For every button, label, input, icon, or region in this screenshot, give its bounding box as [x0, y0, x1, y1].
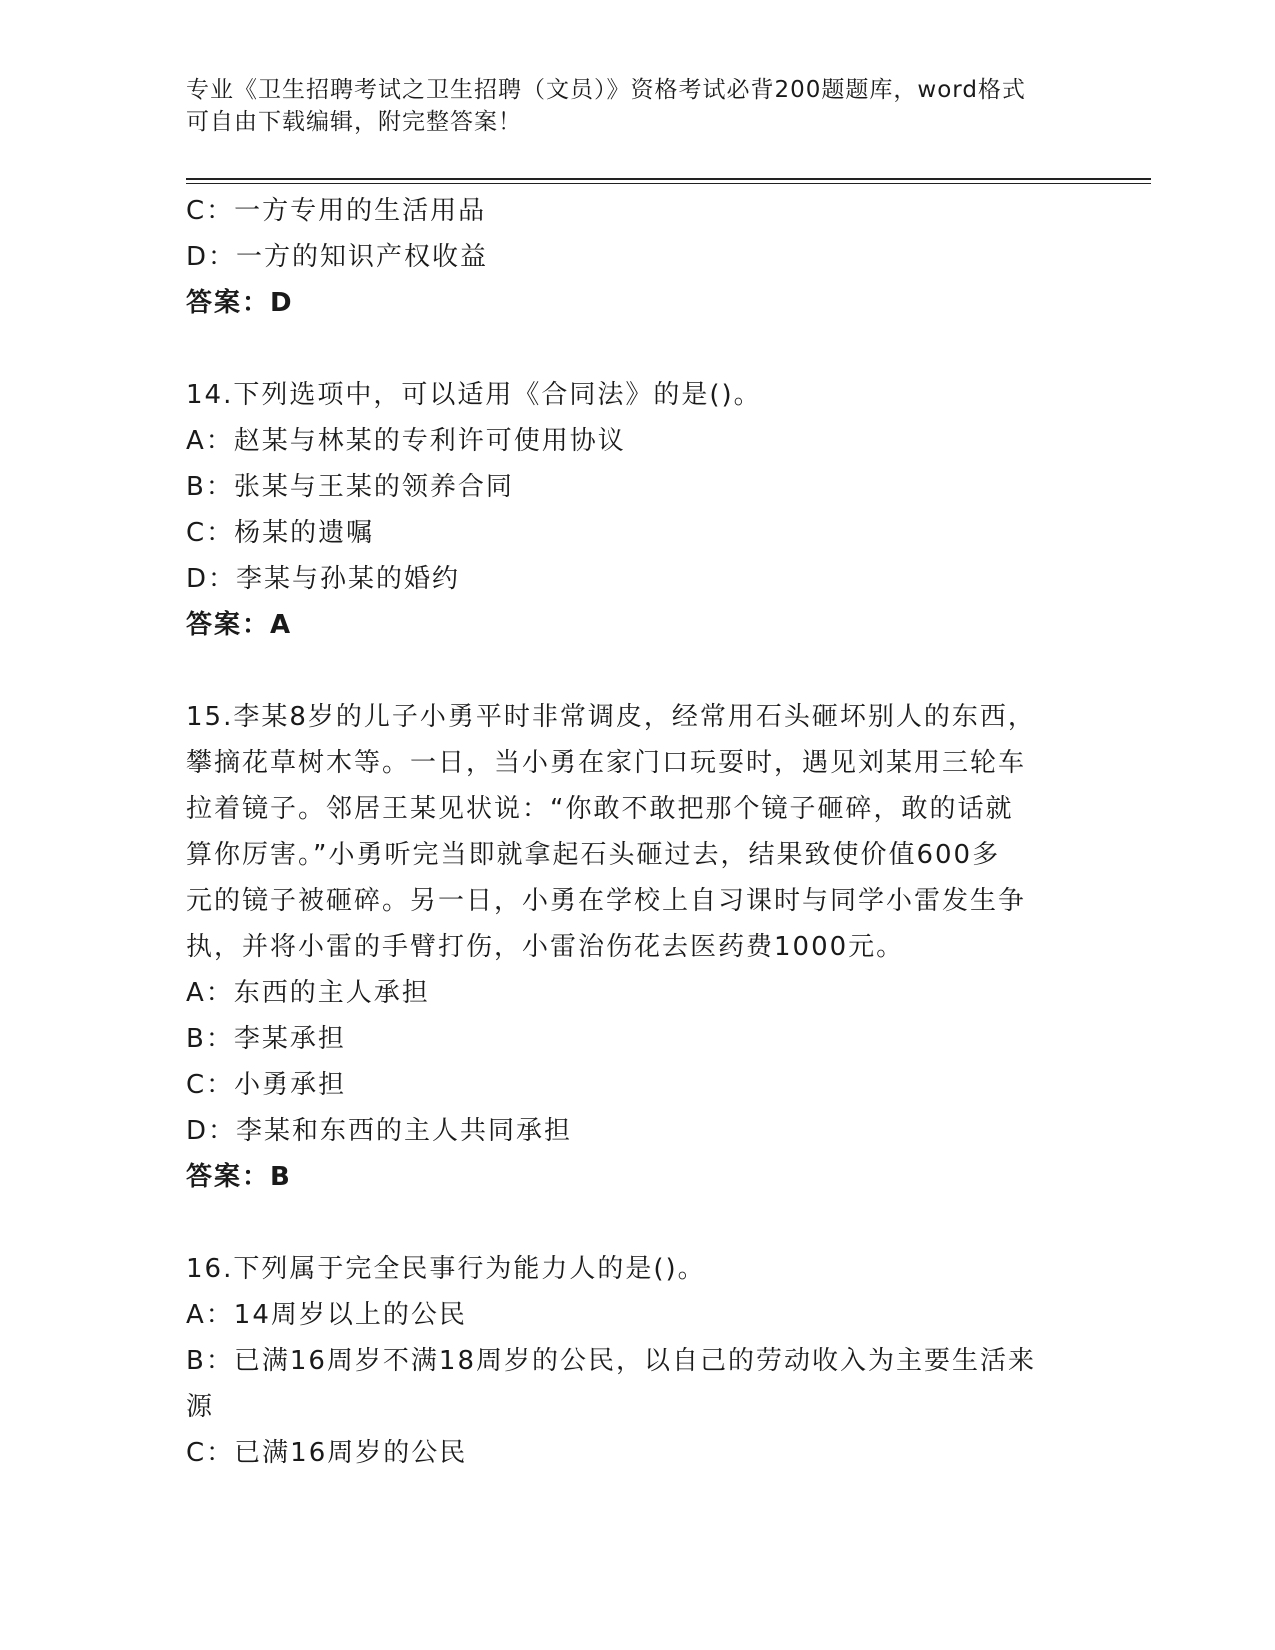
option-b-line-1: B：已满16周岁不满18周岁的公民，以自己的劳动收入为主要生活来: [186, 1346, 1037, 1376]
question-text: 14.下列选项中，可以适用《合同法》的是()。: [186, 380, 762, 410]
question-text-line-6: 执，并将小雷的手臂打伤，小雷治伤花去医药费1000元。: [186, 932, 905, 962]
question-text-line-5: 元的镜子被砸碎。另一日，小勇在学校上自习课时与同学小雷发生争: [186, 886, 1027, 916]
option-c: C：已满16周岁的公民: [186, 1438, 468, 1468]
answer: 答案：A: [186, 610, 293, 640]
option-a: A：赵某与林某的专利许可使用协议: [186, 426, 626, 456]
header-title-line-1: 专业《卫生招聘考试之卫生招聘（文员）》资格考试必背200题题库，word格式: [186, 77, 1026, 103]
option-c: C：一方专用的生活用品: [186, 196, 487, 226]
question-15: [186, 694, 1066, 1200]
option-b: B：李某承担: [186, 1024, 346, 1054]
page-header: [186, 74, 1066, 138]
question-text: 16.下列属于完全民事行为能力人的是()。: [186, 1254, 706, 1284]
option-d: D：李某和东西的主人共同承担: [186, 1116, 573, 1146]
answer: 答案：B: [186, 1162, 292, 1192]
question-13: [186, 188, 1066, 326]
option-b: B：张某与王某的领养合同: [186, 472, 514, 502]
question-14: [186, 372, 1066, 648]
header-title-line-2: 可自由下载编辑，附完整答案！: [186, 109, 522, 135]
question-list: [186, 188, 1066, 1476]
question-text-line-3: 拉着镜子。邻居王某见状说：“你敢不敢把那个镜子砸碎，敢的话就: [186, 794, 1014, 824]
header-divider-thick: [186, 178, 1151, 180]
header-divider-thin: [186, 183, 1151, 184]
spacer: [186, 1200, 1066, 1246]
question-text-line-1: 15.李某8岁的儿子小勇平时非常调皮，经常用石头砸坏别人的东西，: [186, 702, 1036, 732]
option-c: C：小勇承担: [186, 1070, 347, 1100]
spacer: [186, 326, 1066, 372]
question-16: [186, 1246, 1066, 1476]
option-c: C：杨某的遗嘱: [186, 518, 375, 548]
option-b-line-2: 源: [186, 1392, 215, 1422]
answer: 答案：D: [186, 288, 294, 318]
question-text-line-2: 攀摘花草树木等。一日，当小勇在家门口玩耍时，遇见刘某用三轮车: [186, 748, 1027, 778]
option-d: D：一方的知识产权收益: [186, 242, 489, 272]
question-text-line-4: 算你厉害。”小勇听完当即就拿起石头砸过去，结果致使价值600多: [186, 840, 1001, 870]
option-d: D：李某与孙某的婚约: [186, 564, 461, 594]
option-a: A：东西的主人承担: [186, 978, 430, 1008]
spacer: [186, 648, 1066, 694]
option-a: A：14周岁以上的公民: [186, 1300, 467, 1330]
